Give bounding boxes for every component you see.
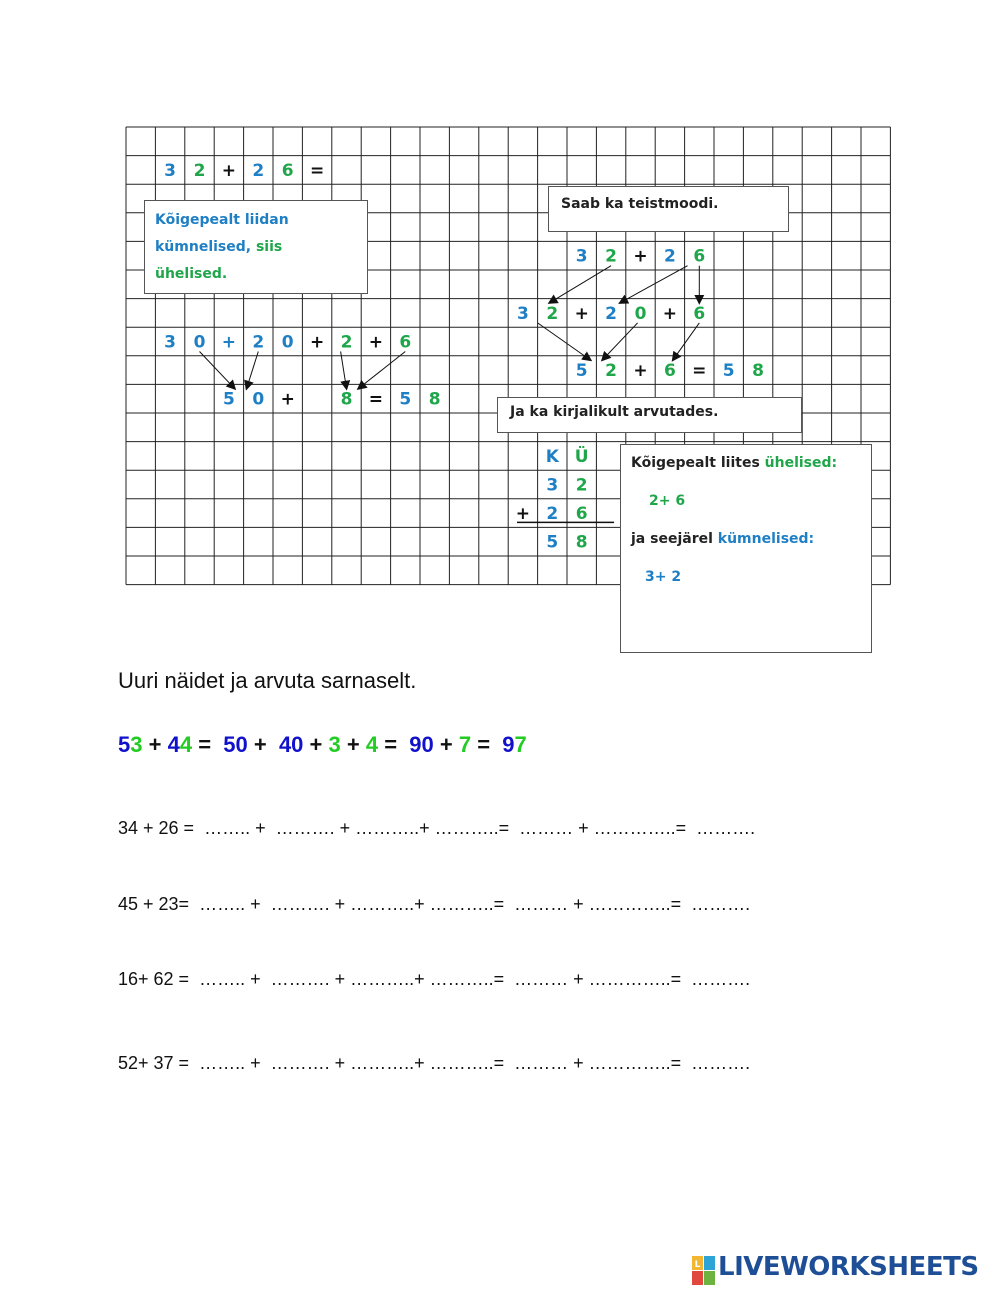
box-right-line1b: ühelised: [764,455,838,471]
box-right-line2b: kümnelised: [717,531,815,547]
ex-part: + [303,732,329,757]
grid-digit: + [309,332,325,353]
alternative-method-title: Saab ka teistmoodi. [561,196,719,212]
ex-part: + [247,732,279,757]
box-left-line2b: siis [251,239,283,255]
box-left-line3: ühelised. [155,266,228,282]
ex-part: 3 [130,732,143,757]
grid-digit: 6 [575,504,588,525]
liveworksheets-logo: LIVEWORKSHEETS [718,1252,979,1282]
arrow [358,352,405,389]
grid-digit: 5 [546,532,559,553]
ex-part: = [378,732,410,757]
arrow [673,323,699,360]
arrow [602,323,637,360]
grid-digit: 0 [634,303,647,324]
grid-digit: 6 [281,160,294,181]
grid-digit: = [368,389,384,410]
grid-digit: 2 [193,160,206,181]
grid-digit: 0 [193,332,206,353]
grid-digit: 2 [340,332,353,353]
ex-part: 5 [118,732,131,757]
grid-digit: K [545,446,559,467]
grid-digit: 5 [222,389,235,410]
instruction-text: Uuri näidet ja arvuta sarnaselt. [118,668,417,693]
box-left-line1: Kõigepealt liidan [155,212,289,228]
grid-digit: 2 [605,303,618,324]
grid-digit: 8 [428,389,441,410]
grid-digit: 6 [399,332,412,353]
ex-part: 4 [179,732,193,757]
arrow [200,352,235,389]
written-method-title: Ja ka kirjalikult arvutades. [510,404,719,420]
explanation-box-right [620,444,872,653]
grid-digit: 5 [722,361,735,382]
grid-digit: 8 [752,361,765,382]
grid-digit: + [221,332,237,353]
grid-digit: 5 [575,361,588,382]
grid-digit: 6 [693,246,706,267]
grid-digit: 3 [164,332,177,353]
liveworksheets-logo-icon [692,1256,716,1286]
arrow [341,352,347,389]
arrow [247,352,259,389]
box-right-line2a: ja seejärel [631,531,718,547]
box-right-tens-expr: 3+ 2 [645,569,682,585]
alternative-method-box [548,186,789,232]
ex-part: 3 [328,732,341,757]
grid-digit: 3 [516,303,529,324]
grid-digit: 3 [546,475,559,496]
grid-digit: 8 [340,389,353,410]
box-right-line1a: Kõigepealt liites [631,455,765,471]
grid-digit: 2 [605,246,618,267]
exercise-line-1[interactable]: 34 + 26 = …….. + ………. + ………..+ ………..= ……… + …………..= ………. [118,818,756,838]
ex-part: = [471,732,503,757]
grid-digit: + [574,303,589,324]
explanation-box-left [144,200,368,294]
written-method-box [497,397,802,433]
grid-digit: = [309,160,325,181]
ex-part: 50 [223,732,248,757]
grid-digit: 2 [546,303,559,324]
grid-digit: 6 [663,361,676,382]
box-right-ones-expr: 2+ 6 [649,493,686,509]
grid-digit: 2 [575,475,588,496]
exercise-line-4[interactable]: 52+ 37 = …….. + ………. + ………..+ ………..= ……… + …………..= ………. [118,1053,751,1073]
grid-digit: + [633,246,648,267]
ex-part: 40 [278,732,304,757]
grid-digit: + [368,332,384,353]
grid-digit: 3 [575,246,588,267]
grid-digit: 0 [252,389,265,410]
ex-part: 9 [502,732,515,757]
exercise-line-3[interactable]: 16+ 62 = …….. + ………. + ………..+ ………..= ……… + …………..= ………. [118,969,751,989]
grid-digit: 2 [252,160,265,181]
grid-digit: 6 [693,303,706,324]
exercise-line-2[interactable]: 45 + 23= …….. + ………. + ………..+ ………..= ……… + …………..= ………. [118,894,751,914]
ex-part: + [433,732,459,757]
ex-part: 7 [514,732,527,757]
ex-part: = [192,732,224,757]
ex-part: + [340,732,366,757]
ex-part: 7 [458,732,472,757]
arrow [620,266,688,303]
grid-digit: 2 [252,332,265,353]
grid-digit: + [662,303,678,324]
grid-digit: 0 [281,332,294,353]
grid-digit: 5 [399,389,412,410]
grid-digit: + [221,160,237,181]
grid-digit: 2 [605,361,618,382]
arrow [538,323,591,360]
grid-digit: 2 [663,246,676,267]
logo-letter-l: L [694,1260,701,1270]
grid-digit: Ü [574,446,589,467]
example-equation [118,732,527,758]
grid-digit: 2 [546,504,559,525]
grid-digit: + [280,389,295,410]
arrow [549,266,611,303]
grid-digit: = [692,361,707,382]
box-left-line2a: kümnelised, [155,239,252,255]
grid-digit: + [633,361,648,382]
ex-part: 4 [365,732,379,757]
grid-digit: + [515,504,531,525]
ex-part: + [142,732,168,757]
ex-part: 4 [167,732,180,757]
grid-digit: 3 [164,160,177,181]
ex-part: 90 [409,732,434,757]
grid-digit: 8 [575,532,588,553]
